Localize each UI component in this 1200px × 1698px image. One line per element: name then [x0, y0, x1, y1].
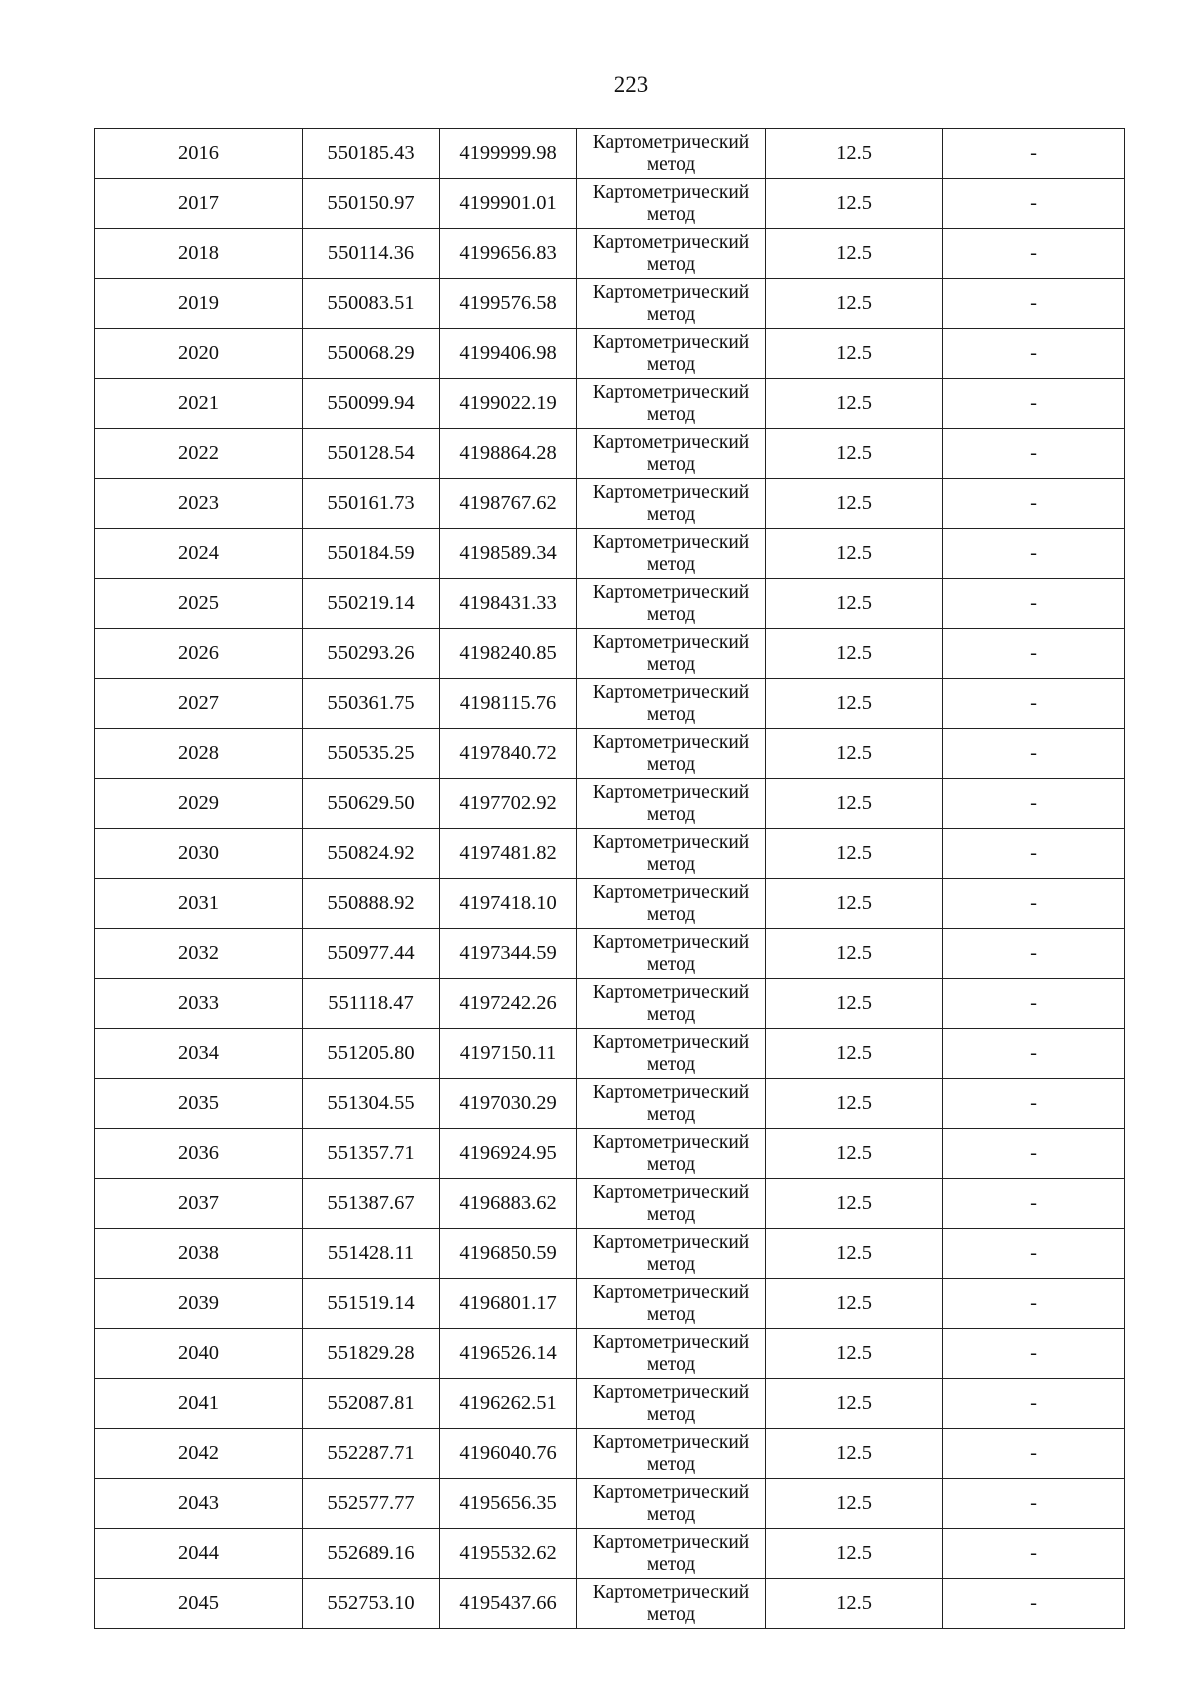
method-line-1: Картометрический	[592, 531, 750, 553]
method-cell	[577, 329, 766, 379]
method-line-1: Картометрический	[592, 331, 750, 353]
accuracy-cell: 12.5	[766, 729, 943, 779]
note-cell: -	[943, 1529, 1125, 1579]
method-line-1: Картометрический	[592, 1381, 750, 1403]
table-row	[95, 1379, 1125, 1429]
method-cell	[577, 1129, 766, 1179]
note-cell: -	[943, 1129, 1125, 1179]
x-coordinate-cell: 550083.51	[303, 279, 440, 329]
method-line-1: Картометрический	[592, 1031, 750, 1053]
point-number-cell: 2041	[95, 1379, 303, 1429]
note-cell: -	[943, 479, 1125, 529]
note-cell: -	[943, 879, 1125, 929]
accuracy-cell: 12.5	[766, 229, 943, 279]
note-cell: -	[943, 329, 1125, 379]
note-cell: -	[943, 1379, 1125, 1429]
method-line-2: метод	[646, 453, 696, 475]
point-number-cell: 2032	[95, 929, 303, 979]
table-row	[95, 679, 1125, 729]
x-coordinate-cell: 550068.29	[303, 329, 440, 379]
method-line-2: метод	[646, 1453, 696, 1475]
accuracy-cell: 12.5	[766, 129, 943, 179]
method-line-1: Картометрический	[592, 631, 750, 653]
table-row	[95, 479, 1125, 529]
note-cell: -	[943, 679, 1125, 729]
method-cell	[577, 579, 766, 629]
point-number-cell: 2040	[95, 1329, 303, 1379]
accuracy-cell: 12.5	[766, 1129, 943, 1179]
method-line-1: Картометрический	[592, 1331, 750, 1353]
method-line-2: метод	[646, 1403, 696, 1425]
y-coordinate-cell: 4198767.62	[440, 479, 577, 529]
accuracy-cell: 12.5	[766, 629, 943, 679]
accuracy-cell: 12.5	[766, 1029, 943, 1079]
note-cell: -	[943, 1479, 1125, 1529]
x-coordinate-cell: 551357.71	[303, 1129, 440, 1179]
table-row	[95, 1079, 1125, 1129]
method-line-1: Картометрический	[592, 231, 750, 253]
point-number-cell: 2025	[95, 579, 303, 629]
table-row	[95, 129, 1125, 179]
y-coordinate-cell: 4195437.66	[440, 1579, 577, 1629]
note-cell: -	[943, 1229, 1125, 1279]
y-coordinate-cell: 4198115.76	[440, 679, 577, 729]
method-line-1: Картометрический	[592, 181, 750, 203]
method-cell	[577, 229, 766, 279]
table-row	[95, 329, 1125, 379]
point-number-cell: 2026	[95, 629, 303, 679]
table-row	[95, 629, 1125, 679]
method-line-1: Картометрический	[592, 1581, 750, 1603]
method-line-2: метод	[646, 253, 696, 275]
method-line-2: метод	[646, 303, 696, 325]
note-cell: -	[943, 1329, 1125, 1379]
method-line-1: Картометрический	[592, 1281, 750, 1303]
table-row	[95, 1479, 1125, 1529]
method-cell	[577, 1529, 766, 1579]
point-number-cell: 2039	[95, 1279, 303, 1329]
method-cell	[577, 429, 766, 479]
point-number-cell: 2029	[95, 779, 303, 829]
y-coordinate-cell: 4196850.59	[440, 1229, 577, 1279]
x-coordinate-cell: 551829.28	[303, 1329, 440, 1379]
point-number-cell: 2035	[95, 1079, 303, 1129]
table-row	[95, 879, 1125, 929]
x-coordinate-cell: 551387.67	[303, 1179, 440, 1229]
accuracy-cell: 12.5	[766, 1379, 943, 1429]
table-row	[95, 1279, 1125, 1329]
y-coordinate-cell: 4198240.85	[440, 629, 577, 679]
point-number-cell: 2037	[95, 1179, 303, 1229]
x-coordinate-cell: 551428.11	[303, 1229, 440, 1279]
method-line-2: метод	[646, 803, 696, 825]
accuracy-cell: 12.5	[766, 929, 943, 979]
method-line-2: метод	[646, 403, 696, 425]
y-coordinate-cell: 4199022.19	[440, 379, 577, 429]
table-row	[95, 379, 1125, 429]
y-coordinate-cell: 4199656.83	[440, 229, 577, 279]
method-cell	[577, 1429, 766, 1479]
y-coordinate-cell: 4197481.82	[440, 829, 577, 879]
table-row	[95, 729, 1125, 779]
point-number-cell: 2020	[95, 329, 303, 379]
accuracy-cell: 12.5	[766, 1529, 943, 1579]
y-coordinate-cell: 4199901.01	[440, 179, 577, 229]
x-coordinate-cell: 552689.16	[303, 1529, 440, 1579]
y-coordinate-cell: 4196801.17	[440, 1279, 577, 1329]
method-line-1: Картометрический	[592, 1231, 750, 1253]
method-line-1: Картометрический	[592, 131, 750, 153]
x-coordinate-cell: 550629.50	[303, 779, 440, 829]
x-coordinate-cell: 551304.55	[303, 1079, 440, 1129]
method-line-1: Картометрический	[592, 931, 750, 953]
method-line-2: метод	[646, 1303, 696, 1325]
x-coordinate-cell: 550888.92	[303, 879, 440, 929]
method-cell	[577, 629, 766, 679]
table-row	[95, 829, 1125, 879]
method-line-2: метод	[646, 153, 696, 175]
method-line-2: метод	[646, 703, 696, 725]
method-line-2: метод	[646, 753, 696, 775]
x-coordinate-cell: 551205.80	[303, 1029, 440, 1079]
table-row	[95, 529, 1125, 579]
page-number: 223	[613, 72, 649, 97]
point-number-cell: 2043	[95, 1479, 303, 1529]
point-number-cell: 2030	[95, 829, 303, 879]
method-line-1: Картометрический	[592, 981, 750, 1003]
y-coordinate-cell: 4197702.92	[440, 779, 577, 829]
method-line-1: Картометрический	[592, 1131, 750, 1153]
accuracy-cell: 12.5	[766, 1479, 943, 1529]
point-number-cell: 2017	[95, 179, 303, 229]
point-number-cell: 2042	[95, 1429, 303, 1479]
y-coordinate-cell: 4195656.35	[440, 1479, 577, 1529]
method-cell	[577, 1029, 766, 1079]
accuracy-cell: 12.5	[766, 979, 943, 1029]
table-row	[95, 279, 1125, 329]
x-coordinate-cell: 550185.43	[303, 129, 440, 179]
table-row	[95, 429, 1125, 479]
method-line-1: Картометрический	[592, 381, 750, 403]
method-cell	[577, 829, 766, 879]
method-line-1: Картометрический	[592, 1531, 750, 1553]
table-row	[95, 929, 1125, 979]
point-number-cell: 2022	[95, 429, 303, 479]
y-coordinate-cell: 4197344.59	[440, 929, 577, 979]
accuracy-cell: 12.5	[766, 1579, 943, 1629]
method-line-2: метод	[646, 603, 696, 625]
method-line-1: Картометрический	[592, 1431, 750, 1453]
y-coordinate-cell: 4197242.26	[440, 979, 577, 1029]
x-coordinate-cell: 550535.25	[303, 729, 440, 779]
method-line-2: метод	[646, 553, 696, 575]
method-cell	[577, 1329, 766, 1379]
method-line-2: метод	[646, 653, 696, 675]
point-number-cell: 2021	[95, 379, 303, 429]
accuracy-cell: 12.5	[766, 879, 943, 929]
point-number-cell: 2031	[95, 879, 303, 929]
x-coordinate-cell: 550150.97	[303, 179, 440, 229]
method-cell	[577, 929, 766, 979]
y-coordinate-cell: 4197840.72	[440, 729, 577, 779]
method-line-2: метод	[646, 503, 696, 525]
note-cell: -	[943, 829, 1125, 879]
note-cell: -	[943, 1079, 1125, 1129]
method-line-2: метод	[646, 1603, 696, 1625]
note-cell: -	[943, 129, 1125, 179]
y-coordinate-cell: 4196262.51	[440, 1379, 577, 1429]
y-coordinate-cell: 4199999.98	[440, 129, 577, 179]
note-cell: -	[943, 179, 1125, 229]
accuracy-cell: 12.5	[766, 579, 943, 629]
method-line-1: Картометрический	[592, 1481, 750, 1503]
x-coordinate-cell: 550161.73	[303, 479, 440, 529]
coordinates-table-body	[95, 129, 1125, 1629]
method-line-1: Картометрический	[592, 831, 750, 853]
method-line-1: Картометрический	[592, 581, 750, 603]
y-coordinate-cell: 4197150.11	[440, 1029, 577, 1079]
table-row	[95, 1579, 1125, 1629]
x-coordinate-cell: 550099.94	[303, 379, 440, 429]
method-cell	[577, 779, 766, 829]
table-row	[95, 1029, 1125, 1079]
point-number-cell: 2033	[95, 979, 303, 1029]
method-cell	[577, 1279, 766, 1329]
y-coordinate-cell: 4199576.58	[440, 279, 577, 329]
note-cell: -	[943, 729, 1125, 779]
method-line-2: метод	[646, 1053, 696, 1075]
method-cell	[577, 679, 766, 729]
note-cell: -	[943, 1179, 1125, 1229]
point-number-cell: 2045	[95, 1579, 303, 1629]
note-cell: -	[943, 979, 1125, 1029]
table-row	[95, 1229, 1125, 1279]
y-coordinate-cell: 4196040.76	[440, 1429, 577, 1479]
method-line-1: Картометрический	[592, 1181, 750, 1203]
method-cell	[577, 1579, 766, 1629]
method-line-1: Картометрический	[592, 781, 750, 803]
accuracy-cell: 12.5	[766, 329, 943, 379]
accuracy-cell: 12.5	[766, 529, 943, 579]
method-line-2: метод	[646, 1503, 696, 1525]
point-number-cell: 2027	[95, 679, 303, 729]
method-cell	[577, 1379, 766, 1429]
accuracy-cell: 12.5	[766, 829, 943, 879]
method-line-1: Картометрический	[592, 1081, 750, 1103]
point-number-cell: 2044	[95, 1529, 303, 1579]
table-row	[95, 229, 1125, 279]
x-coordinate-cell: 550114.36	[303, 229, 440, 279]
point-number-cell: 2016	[95, 129, 303, 179]
note-cell: -	[943, 779, 1125, 829]
method-cell	[577, 179, 766, 229]
method-cell	[577, 1179, 766, 1229]
y-coordinate-cell: 4198589.34	[440, 529, 577, 579]
table-row	[95, 179, 1125, 229]
note-cell: -	[943, 279, 1125, 329]
note-cell: -	[943, 1579, 1125, 1629]
x-coordinate-cell: 550184.59	[303, 529, 440, 579]
method-cell	[577, 379, 766, 429]
x-coordinate-cell: 551118.47	[303, 979, 440, 1029]
x-coordinate-cell: 550128.54	[303, 429, 440, 479]
point-number-cell: 2038	[95, 1229, 303, 1279]
note-cell: -	[943, 1029, 1125, 1079]
method-line-2: метод	[646, 1203, 696, 1225]
method-cell	[577, 1479, 766, 1529]
accuracy-cell: 12.5	[766, 1229, 943, 1279]
table-row	[95, 1129, 1125, 1179]
method-cell	[577, 529, 766, 579]
note-cell: -	[943, 929, 1125, 979]
note-cell: -	[943, 379, 1125, 429]
x-coordinate-cell: 552287.71	[303, 1429, 440, 1479]
accuracy-cell: 12.5	[766, 479, 943, 529]
method-line-1: Картометрический	[592, 481, 750, 503]
accuracy-cell: 12.5	[766, 1179, 943, 1229]
method-line-2: метод	[646, 903, 696, 925]
method-line-2: метод	[646, 203, 696, 225]
method-line-2: метод	[646, 353, 696, 375]
note-cell: -	[943, 1279, 1125, 1329]
point-number-cell: 2019	[95, 279, 303, 329]
accuracy-cell: 12.5	[766, 679, 943, 729]
method-line-1: Картометрический	[592, 281, 750, 303]
y-coordinate-cell: 4197030.29	[440, 1079, 577, 1129]
point-number-cell: 2018	[95, 229, 303, 279]
accuracy-cell: 12.5	[766, 1079, 943, 1129]
x-coordinate-cell: 552577.77	[303, 1479, 440, 1529]
method-line-1: Картометрический	[592, 681, 750, 703]
y-coordinate-cell: 4199406.98	[440, 329, 577, 379]
coordinates-table	[94, 128, 1125, 1629]
x-coordinate-cell: 550824.92	[303, 829, 440, 879]
point-number-cell: 2034	[95, 1029, 303, 1079]
y-coordinate-cell: 4196526.14	[440, 1329, 577, 1379]
point-number-cell: 2024	[95, 529, 303, 579]
method-cell	[577, 979, 766, 1029]
method-cell	[577, 129, 766, 179]
accuracy-cell: 12.5	[766, 279, 943, 329]
table-row	[95, 1429, 1125, 1479]
y-coordinate-cell: 4198864.28	[440, 429, 577, 479]
note-cell: -	[943, 629, 1125, 679]
note-cell: -	[943, 579, 1125, 629]
y-coordinate-cell: 4195532.62	[440, 1529, 577, 1579]
method-cell	[577, 729, 766, 779]
x-coordinate-cell: 550293.26	[303, 629, 440, 679]
method-line-2: метод	[646, 1253, 696, 1275]
table-row	[95, 1179, 1125, 1229]
y-coordinate-cell: 4196924.95	[440, 1129, 577, 1179]
note-cell: -	[943, 529, 1125, 579]
y-coordinate-cell: 4197418.10	[440, 879, 577, 929]
x-coordinate-cell: 552087.81	[303, 1379, 440, 1429]
y-coordinate-cell: 4198431.33	[440, 579, 577, 629]
table-row	[95, 579, 1125, 629]
table-row	[95, 1529, 1125, 1579]
table-row	[95, 979, 1125, 1029]
note-cell: -	[943, 429, 1125, 479]
x-coordinate-cell: 551519.14	[303, 1279, 440, 1329]
method-cell	[577, 1229, 766, 1279]
x-coordinate-cell: 550361.75	[303, 679, 440, 729]
x-coordinate-cell: 550977.44	[303, 929, 440, 979]
point-number-cell: 2028	[95, 729, 303, 779]
method-cell	[577, 1079, 766, 1129]
x-coordinate-cell: 550219.14	[303, 579, 440, 629]
accuracy-cell: 12.5	[766, 1429, 943, 1479]
method-line-2: метод	[646, 1103, 696, 1125]
accuracy-cell: 12.5	[766, 1329, 943, 1379]
accuracy-cell: 12.5	[766, 779, 943, 829]
method-line-2: метод	[646, 1553, 696, 1575]
method-cell	[577, 879, 766, 929]
method-cell	[577, 279, 766, 329]
point-number-cell: 2036	[95, 1129, 303, 1179]
method-cell	[577, 479, 766, 529]
table-row	[95, 779, 1125, 829]
method-line-2: метод	[646, 953, 696, 975]
table-row	[95, 1329, 1125, 1379]
method-line-2: метод	[646, 1003, 696, 1025]
method-line-1: Картометрический	[592, 731, 750, 753]
y-coordinate-cell: 4196883.62	[440, 1179, 577, 1229]
method-line-1: Картометрический	[592, 881, 750, 903]
method-line-1: Картометрический	[592, 431, 750, 453]
note-cell: -	[943, 229, 1125, 279]
note-cell: -	[943, 1429, 1125, 1479]
accuracy-cell: 12.5	[766, 1279, 943, 1329]
method-line-2: метод	[646, 1153, 696, 1175]
accuracy-cell: 12.5	[766, 179, 943, 229]
x-coordinate-cell: 552753.10	[303, 1579, 440, 1629]
accuracy-cell: 12.5	[766, 429, 943, 479]
accuracy-cell: 12.5	[766, 379, 943, 429]
point-number-cell: 2023	[95, 479, 303, 529]
method-line-2: метод	[646, 853, 696, 875]
method-line-2: метод	[646, 1353, 696, 1375]
